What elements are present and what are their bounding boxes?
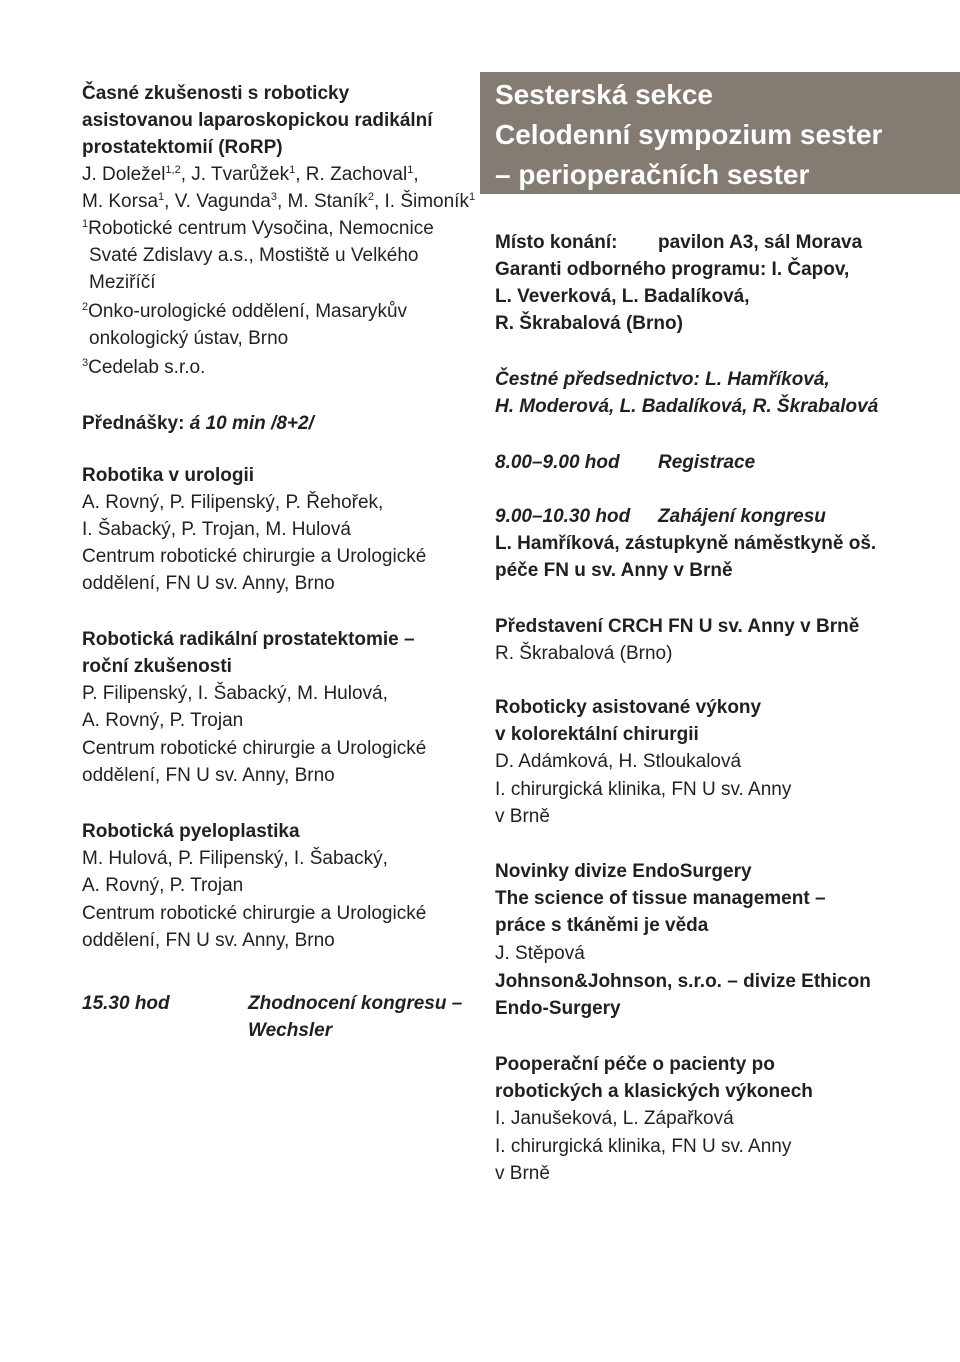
talk-title: v kolorektální chirurgii: [495, 724, 699, 745]
talk-title: Představení CRCH FN U sv. Anny v Brně: [495, 616, 860, 637]
abstract-title: Časné zkušenosti s roboticky: [82, 83, 350, 104]
banner-line: Celodenní sympozium sester: [495, 119, 883, 150]
affiliation: $^2$Onko-urologické oddělení, Masarykův: [82, 301, 408, 322]
talk-affiliation: oddělení, FN U sv. Anny, Brno: [82, 930, 335, 951]
guarantors: L. Veverková, L. Badalíková,: [495, 286, 750, 307]
talk-title: The science of tissue management –: [495, 888, 826, 909]
venue: Místo konání: pavilon A3, sál Morava: [495, 232, 863, 253]
talk-title: Robotická pyeloplastika: [82, 821, 300, 842]
closing-time: 15.30 hod: [82, 993, 170, 1014]
talk-title: Pooperační péče o pacienty po: [495, 1054, 775, 1075]
talk-title: Robotická radikální prostatektomie –: [82, 629, 415, 650]
talk-affiliation: Centrum robotické chirurgie a Urologické: [82, 738, 427, 759]
talk-title: roční zkušenosti: [82, 656, 232, 677]
talk-company: Johnson&Johnson, s.r.o. – divize Ethicon: [495, 971, 871, 992]
banner-line: Sesterská sekce: [495, 79, 713, 110]
presidium: H. Moderová, L. Badalíková, R. Škrabalová: [495, 396, 879, 417]
affiliation: $^3$Cedelab s.r.o.: [82, 357, 206, 378]
abstract-authors: M. Korsa$^1$, V. Vagunda$^3$, M. Staník$^2$, I. Šimoník$^1$: [82, 191, 476, 212]
talk-affiliation: Centrum robotické chirurgie a Urologické: [82, 903, 427, 924]
affiliation: Svaté Zdislavy a.s., Mostiště u Velkého: [89, 245, 419, 266]
closing-event: Zhodnocení kongresu –: [248, 993, 463, 1014]
abstract-title: asistovanou laparoskopickou radikální: [82, 110, 433, 131]
abstract-authors: J. Doležel$^{1,2}$, J. Tvarůžek$^1$, R. Zachoval$^1$,: [82, 164, 419, 185]
closing-event: Wechsler: [248, 1020, 333, 1041]
schedule-item: 9.00–10.30 hod Zahájení kongresu: [495, 506, 826, 527]
talk-authors: A. Rovný, P. Filipenský, P. Řehořek,: [82, 492, 384, 513]
banner-line: – perioperačních sester: [495, 159, 810, 190]
talk-affiliation: oddělení, FN U sv. Anny, Brno: [82, 573, 335, 594]
abstract-title: prostatektomií (RoRP): [82, 137, 283, 158]
schedule-detail: péče FN u sv. Anny v Brně: [495, 560, 733, 581]
talk-authors: M. Hulová, P. Filipenský, I. Šabacký,: [82, 848, 388, 869]
affiliation: $^1$Robotické centrum Vysočina, Nemocnice: [82, 218, 434, 239]
talk-affiliation: Centrum robotické chirurgie a Urologické: [82, 546, 427, 567]
talk-authors: v Brně: [495, 1163, 550, 1184]
talk-authors: v Brně: [495, 806, 550, 827]
talk-authors: A. Rovný, P. Trojan: [82, 875, 244, 896]
talk-authors: P. Filipenský, I. Šabacký, M. Hulová,: [82, 683, 388, 704]
talk-authors: I. Šabacký, P. Trojan, M. Hulová: [82, 519, 351, 540]
talk-authors: A. Rovný, P. Trojan: [82, 710, 244, 731]
lecture-format: Přednášky: á 10 min /8+2/: [82, 413, 314, 434]
talk-authors: D. Adámková, H. Stloukalová: [495, 751, 742, 772]
talk-title: Novinky divize EndoSurgery: [495, 861, 752, 882]
schedule-item: 8.00–9.00 hod Registrace: [495, 452, 756, 473]
talk-affiliation: oddělení, FN U sv. Anny, Brno: [82, 765, 335, 786]
schedule-detail: L. Hamříková, zástupkyně náměstkyně oš.: [495, 533, 877, 554]
talk-authors: R. Škrabalová (Brno): [495, 643, 673, 664]
guarantors: R. Škrabalová (Brno): [495, 313, 683, 334]
talk-authors: I. chirurgická klinika, FN U sv. Anny: [495, 1136, 792, 1157]
presidium: Čestné předsednictvo: L. Hamříková,: [495, 369, 830, 390]
talk-authors: I. Janušeková, L. Zápařková: [495, 1108, 734, 1129]
talk-title: robotických a klasických výkonech: [495, 1081, 813, 1102]
section-banner: [480, 72, 960, 194]
talk-authors: I. chirurgická klinika, FN U sv. Anny: [495, 779, 792, 800]
talk-title: práce s tkáněmi je věda: [495, 915, 709, 936]
affiliation: onkologický ústav, Brno: [89, 328, 289, 349]
talk-title: Roboticky asistované výkony: [495, 697, 762, 718]
talk-authors: J. Stěpová: [495, 943, 585, 964]
affiliation: Meziříčí: [89, 272, 156, 293]
guarantors: Garanti odborného programu: I. Čapov,: [495, 259, 850, 280]
talk-company: Endo-Surgery: [495, 998, 621, 1019]
talk-title: Robotika v urologii: [82, 465, 255, 486]
